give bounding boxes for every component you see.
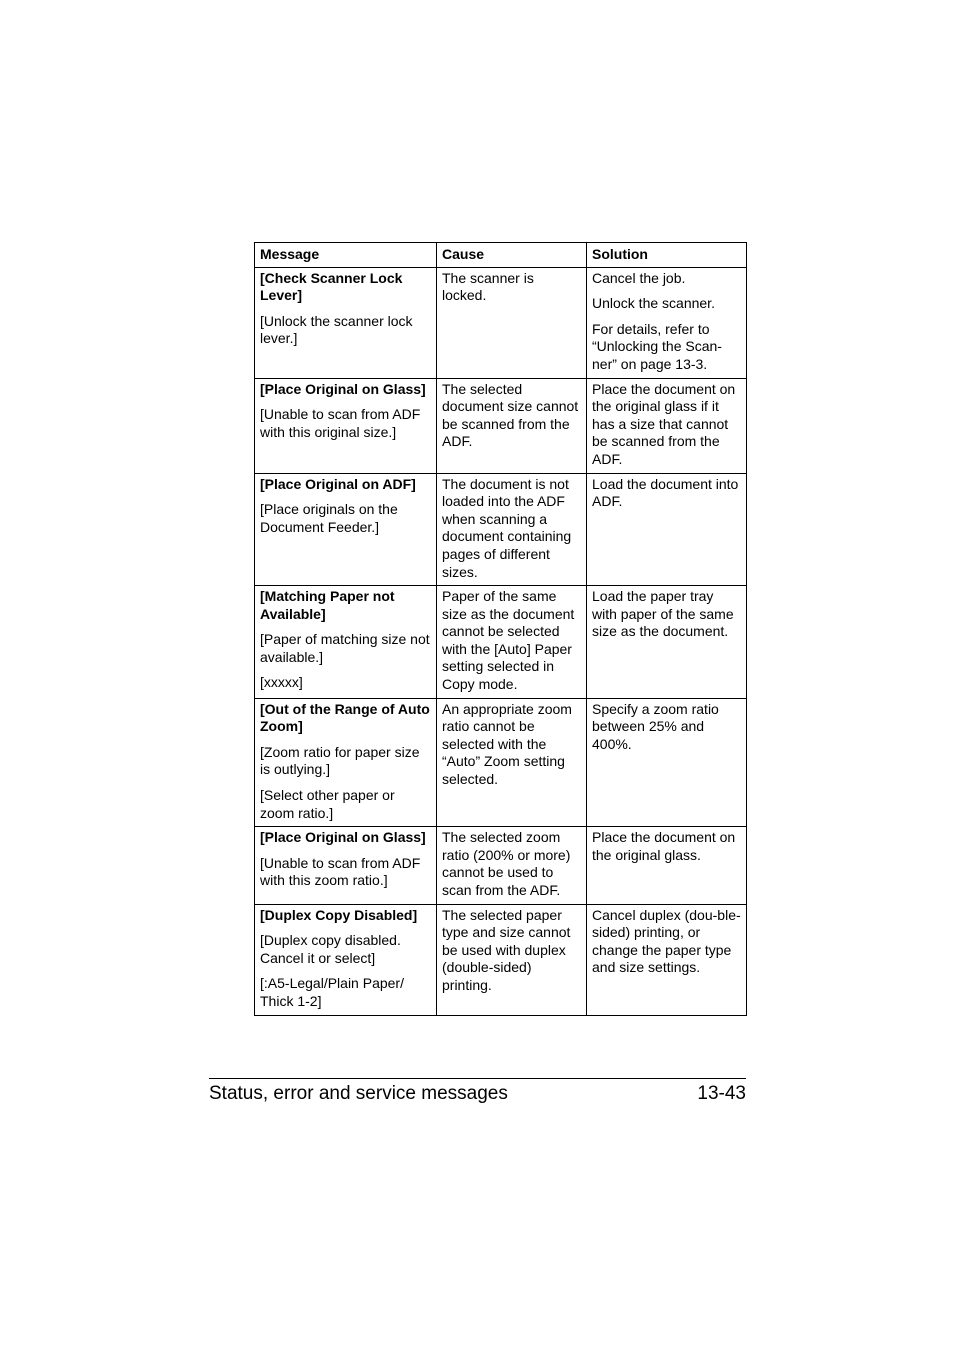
cause-cell bbox=[437, 267, 587, 378]
table-row bbox=[255, 586, 747, 699]
cause-text: The document is not loaded into the ADF when scanning a document containing pages of different sizes. bbox=[442, 475, 572, 580]
solution-cell bbox=[587, 267, 747, 378]
message-title: [Place Original on ADF] bbox=[260, 475, 416, 492]
cause-cell bbox=[437, 827, 587, 904]
table-row bbox=[255, 904, 747, 1015]
solution-text: Load the document into ADF. bbox=[592, 475, 739, 510]
solution-text: Place the document on the original glass. bbox=[592, 829, 736, 863]
cause-cell bbox=[437, 586, 587, 699]
message-display-text: [Zoom ratio for paper size is outlying.] bbox=[260, 743, 420, 778]
header-message: Message bbox=[255, 243, 437, 268]
cause-cell bbox=[437, 904, 587, 1015]
cause-text: Paper of the same size as the document cannot be selected with the [Auto] Paper setting selected in Copy mode. bbox=[442, 588, 575, 693]
message-display-text: [Unable to scan from ADF with this original size.] bbox=[260, 406, 421, 440]
solution-cell bbox=[587, 904, 747, 1015]
message-display-text: [Unable to scan from ADF with this zoom ratio.] bbox=[260, 854, 421, 889]
message-display-text: [Place originals on the Document Feeder.] bbox=[260, 501, 398, 535]
table-row bbox=[255, 698, 747, 827]
cause-text: The scanner is locked. bbox=[442, 269, 534, 304]
cause-cell bbox=[437, 698, 587, 827]
message-cell bbox=[255, 904, 437, 1015]
message-title: [Check Scanner Lock Lever] bbox=[260, 269, 403, 304]
solution-text: Specify a zoom ratio between 25% and 400%. bbox=[592, 700, 719, 752]
message-title: [Out of the Range of Auto Zoom] bbox=[260, 700, 430, 735]
message-cell bbox=[255, 698, 437, 827]
message-display-text: [Unlock the scanner lock lever.] bbox=[260, 312, 413, 347]
solution-cell bbox=[587, 586, 747, 699]
footer-rule bbox=[209, 1078, 746, 1079]
table-row bbox=[255, 378, 747, 473]
message-title: [Place Original on Glass] bbox=[260, 829, 426, 846]
message-display-text: [Select other paper or zoom ratio.] bbox=[260, 787, 395, 821]
solution-cell bbox=[587, 698, 747, 827]
solution-text: Cancel the job. bbox=[592, 269, 686, 286]
solution-text: Unlock the scanner. bbox=[592, 295, 715, 312]
message-display-text: [:A5-Legal/Plain Paper/ Thick 1-2] bbox=[260, 975, 404, 1009]
solution-text: Load the paper tray with paper of the same size as the document. bbox=[592, 588, 734, 640]
table-row bbox=[255, 827, 747, 904]
message-cell bbox=[255, 473, 437, 586]
message-cell bbox=[255, 378, 437, 473]
table-body bbox=[255, 267, 747, 1015]
cause-text: The selected paper type and size cannot be used with duplex (double-sided) printing. bbox=[442, 906, 571, 993]
footer-title: Status, error and service messages bbox=[209, 1083, 508, 1104]
cause-cell bbox=[437, 473, 587, 586]
solution-text: Cancel duplex (dou-ble-sided) printing, or change the paper type and size settings. bbox=[592, 906, 741, 976]
table-header-row bbox=[255, 243, 747, 268]
solution-cell bbox=[587, 473, 747, 586]
message-title: [Matching Paper not Available] bbox=[260, 588, 395, 622]
cause-text: The selected document size cannot be scanned from the ADF. bbox=[442, 380, 579, 450]
message-title: [Duplex Copy Disabled] bbox=[260, 906, 418, 923]
solution-cell bbox=[587, 378, 747, 473]
cause-text: An appropriate zoom ratio cannot be selected with the “Auto” Zoom setting selected. bbox=[442, 700, 572, 788]
solution-text: Place the document on the original glass if it has a size that cannot be scanned from the ADF. bbox=[592, 380, 736, 467]
message-title: [Place Original on Glass] bbox=[260, 380, 426, 397]
message-display-text: [Paper of matching size not available.] bbox=[260, 631, 430, 665]
message-display-text: [Duplex copy disabled. Cancel it or select] bbox=[260, 932, 401, 966]
solution-cell bbox=[587, 827, 747, 904]
cause-cell bbox=[437, 378, 587, 473]
message-display-text: [xxxxx] bbox=[260, 674, 303, 691]
table-row bbox=[255, 267, 747, 378]
header-cause: Cause bbox=[437, 243, 587, 268]
message-cell bbox=[255, 827, 437, 904]
solution-text: For details, refer to “Unlocking the Scan-ner” on page 13-3. bbox=[592, 320, 722, 372]
message-cell bbox=[255, 586, 437, 699]
messages-table bbox=[254, 242, 747, 1016]
message-cell bbox=[255, 267, 437, 378]
page-number: 13-43 bbox=[697, 1083, 746, 1104]
cause-text: The selected zoom ratio (200% or more) cannot be used to scan from the ADF. bbox=[442, 829, 571, 898]
header-solution: Solution bbox=[587, 243, 747, 268]
table-row bbox=[255, 473, 747, 586]
